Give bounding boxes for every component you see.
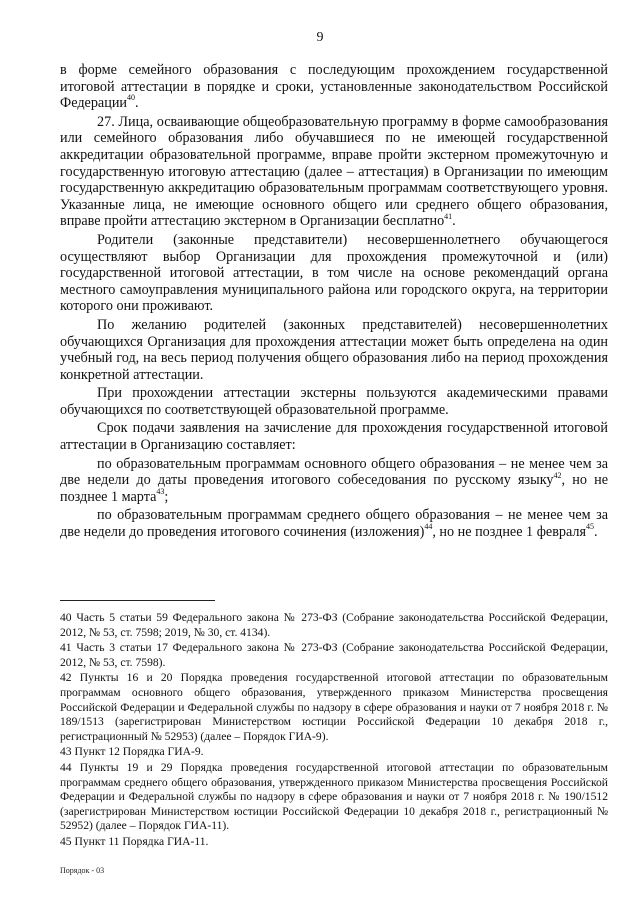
paragraph-application-deadline: Срок подачи заявления на зачисление для прохождения государственной итоговой аттестации в Организацию составляет: (60, 420, 608, 454)
paragraph-academic-rights: При прохождении аттестации экстерны пользуются академическими правами обучающихся по соответствующей образовательной программе. (60, 385, 608, 418)
footnote: 42 Пункты 16 и 20 Порядка проведения государственной итоговой аттестации по образовательным программам основного общего образования, утвержденного приказом Министерства просвещения Российской Федерации и Федеральной службы по надзору в сфере образования и науки от 7 ноября 2018 г. № 189/1513 (зарегистрирован Министерством юстиции Российской Федерации 10 декабря 2018 г., регистрационный № 52953) (далее – Порядок ГИА-9). (60, 671, 608, 743)
footnote: 45 Пункт 11 Порядка ГИА-11. (60, 834, 209, 848)
paragraph-27: 27. Лица, осваивающие общеобразовательную программу в форме самообразования или семейного образования либо обучавшиеся по не имеющей государственной аккредитации образовательной программе, вправе пройти экстерном промежуточную и государственную итоговую аттестацию (далее – аттестация) в Организации по имеющим государственную аккредитацию образовательным программам соответствующего уровня. Указанные лица, не имеющие основного общего или среднего общего образования, вправе пройти аттестацию экстерном в Организации бесплатно$^{41}$. (60, 113, 608, 230)
page-number: 9 (316, 30, 324, 45)
paragraph-basic-general: по образовательным программам основного общего образования – не менее чем за две недели до даты проведения итогового собеседования по русскому языку$^{42}$, но не позднее 1 марта$^{43}$; (60, 455, 608, 505)
footnote-ref: 41 (444, 211, 453, 221)
footnote-ref: 40 (127, 93, 136, 103)
paragraph-continuation: в форме семейного образования с последующим прохождением государственной итоговой аттестации в порядке и сроки, установленные законодательством Российской Федерации$^{40}$. (60, 62, 608, 112)
footnote: 44 Пункты 19 и 29 Порядка проведения государственной итоговой аттестации по образовательным программам среднего общего образования, утвержденного приказом Министерства просвещения Российской Федерации и Федеральной службы по надзору в сфере образования и науки от 7 ноября 2018 г. № 190/1512 (зарегистрирован Министерством юстиции Российской Федерации 10 декабря 2018 г., регистрационный № 52952) (далее – Порядок ГИА-11). (60, 760, 608, 833)
footnote-ref: 42 (553, 470, 562, 480)
footnote: 40 Часть 5 статьи 59 Федерального закона № 273-ФЗ (Собрание законодательства Российской Федерации, 2012, № 53, ст. 7598; 2019, № 30, ст. 4134). (60, 611, 608, 639)
paragraph-secondary-general: по образовательным программам среднего общего образования – не менее чем за две недели до проведения итогового сочинения (изложения)$^{44}$, но не позднее 1 февраля$^{45}$. (60, 507, 608, 541)
paragraph-parents-choice: Родители (законные представители) несовершеннолетнего обучающегося осуществляют выбор Организации для прохождения промежуточной и (или) государственной итоговой аттестации, в том числе на основе рекомендаций органа местного самоуправления муниципального района или городского округа, на территории которого они проживают. (60, 231, 608, 315)
footer-label: Порядок - 03 (60, 866, 105, 875)
footnote-ref: 43 (156, 487, 165, 497)
footnote-ref: 45 (586, 522, 595, 532)
footnote: 41 Часть 3 статьи 17 Федерального закона № 273-ФЗ (Собрание законодательства Российской Федерации, 2012, № 53, ст. 7598). (60, 641, 608, 669)
paragraph-parents-wish: По желанию родителей (законных представителей) несовершеннолетних обучающихся Организация для прохождения аттестации может быть определена на один учебный год, на весь период получения общего образования либо на период прохождения конкретной аттестации. (60, 316, 608, 383)
footnotes (60, 611, 608, 851)
footnote: 43 Пункт 12 Порядка ГИА-9. (60, 745, 204, 759)
body-text (60, 62, 608, 543)
footnote-separator (60, 600, 215, 601)
footnote-ref: 44 (424, 522, 433, 532)
